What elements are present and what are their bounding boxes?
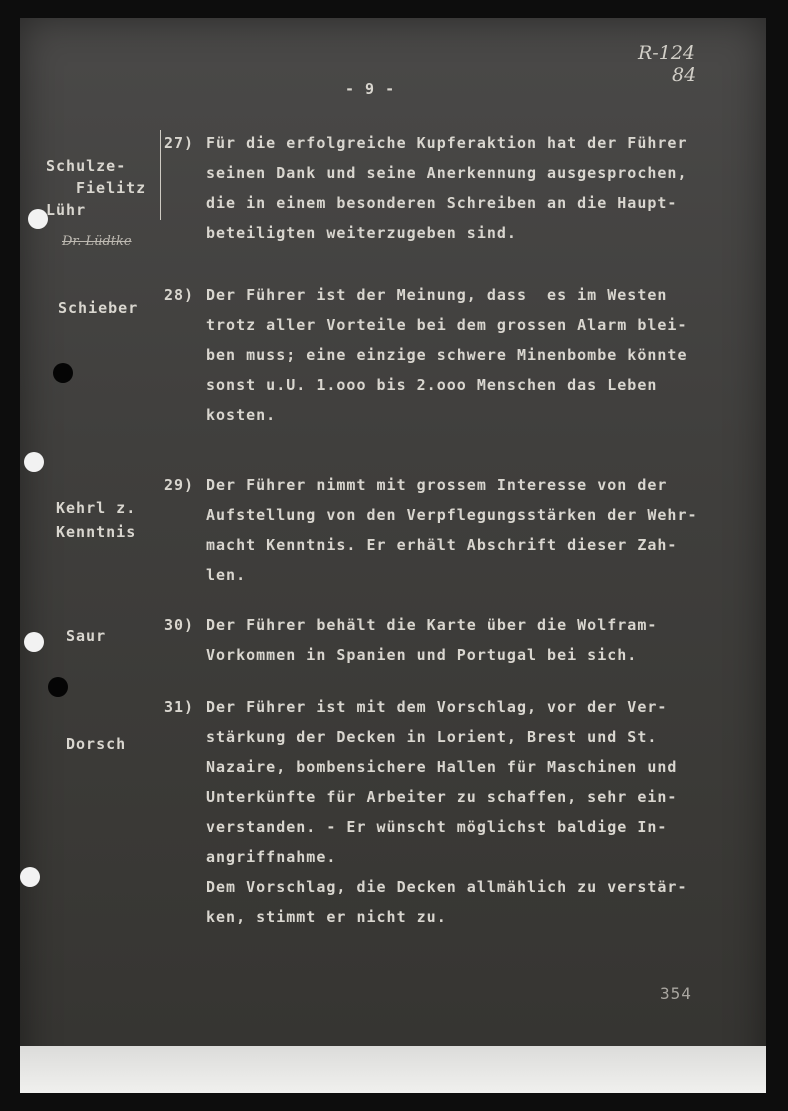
margin-name: Schieber bbox=[58, 299, 139, 317]
margin-name: Kehrl z. bbox=[56, 499, 137, 517]
margin-name: Kenntnis bbox=[56, 523, 137, 541]
footer-page-number: 354 bbox=[660, 984, 692, 1003]
handwritten-folio: 84 bbox=[672, 64, 697, 86]
margin-name: Schulze- bbox=[46, 157, 127, 175]
margin-name: Dorsch bbox=[66, 735, 127, 753]
item-31-text: Der Führer ist mit dem Vorschlag, vor der Ver- stärkung der Decken in Lorient, Brest und St. Nazaire, bombensichere Hallen für Maschinen und Unterkünfte für Arbeiter zu schaffen, sehr ein- verstanden. - Er wünscht möglichst baldige In- angriffnahme. Dem Vorschlag, die Decken allmählich zu verstär- ken, stimmt er nicht zu. bbox=[206, 698, 688, 926]
struck-handwritten-note: Dr. Lüdtke bbox=[62, 234, 132, 249]
margin-name: Lühr bbox=[46, 201, 87, 219]
punch-hole bbox=[20, 867, 40, 887]
item-number: 28) bbox=[164, 286, 195, 304]
item-number: 31) bbox=[164, 698, 195, 716]
item-30-text: Der Führer behält die Karte über die Wolfram- Vorkommen in Spanien und Portugal bei sich. bbox=[206, 616, 658, 664]
punch-hole bbox=[48, 677, 68, 697]
item-27-text: Für die erfolgreiche Kupferaktion hat der Führer seinen Dank und seine Anerkennung ausgesprochen, die in einem besonderen Schreiben an die Haupt- beteiligten weiterzugeben sind. bbox=[206, 134, 688, 242]
margin-name: Saur bbox=[66, 627, 107, 645]
item-number: 29) bbox=[164, 476, 195, 494]
punch-hole bbox=[24, 452, 44, 472]
page-number: - 9 - bbox=[345, 80, 396, 98]
item-number: 30) bbox=[164, 616, 195, 634]
item-28-text: Der Führer ist der Meinung, dass es im Westen trotz aller Vorteile bei dem grossen Alarm blei- ben muss; eine einzige schwere Minenbombe könnte sonst u.U. 1.ooo bis 2.ooo Menschen das Leben kosten. bbox=[206, 286, 688, 424]
item-number: 27) bbox=[164, 134, 195, 152]
margin-name: Fielitz bbox=[76, 179, 147, 197]
punch-hole bbox=[24, 632, 44, 652]
punch-hole bbox=[53, 363, 73, 383]
handwritten-reference: R-124 bbox=[638, 42, 695, 64]
punch-hole bbox=[28, 209, 48, 229]
bottom-paper-strip bbox=[20, 1046, 766, 1093]
item-29-text: Der Führer nimmt mit grossem Interesse von der Aufstellung von den Verpflegungsstärken der Wehr- macht Kenntnis. Er erhält Abschrift dieser Zah- len. bbox=[206, 476, 698, 584]
